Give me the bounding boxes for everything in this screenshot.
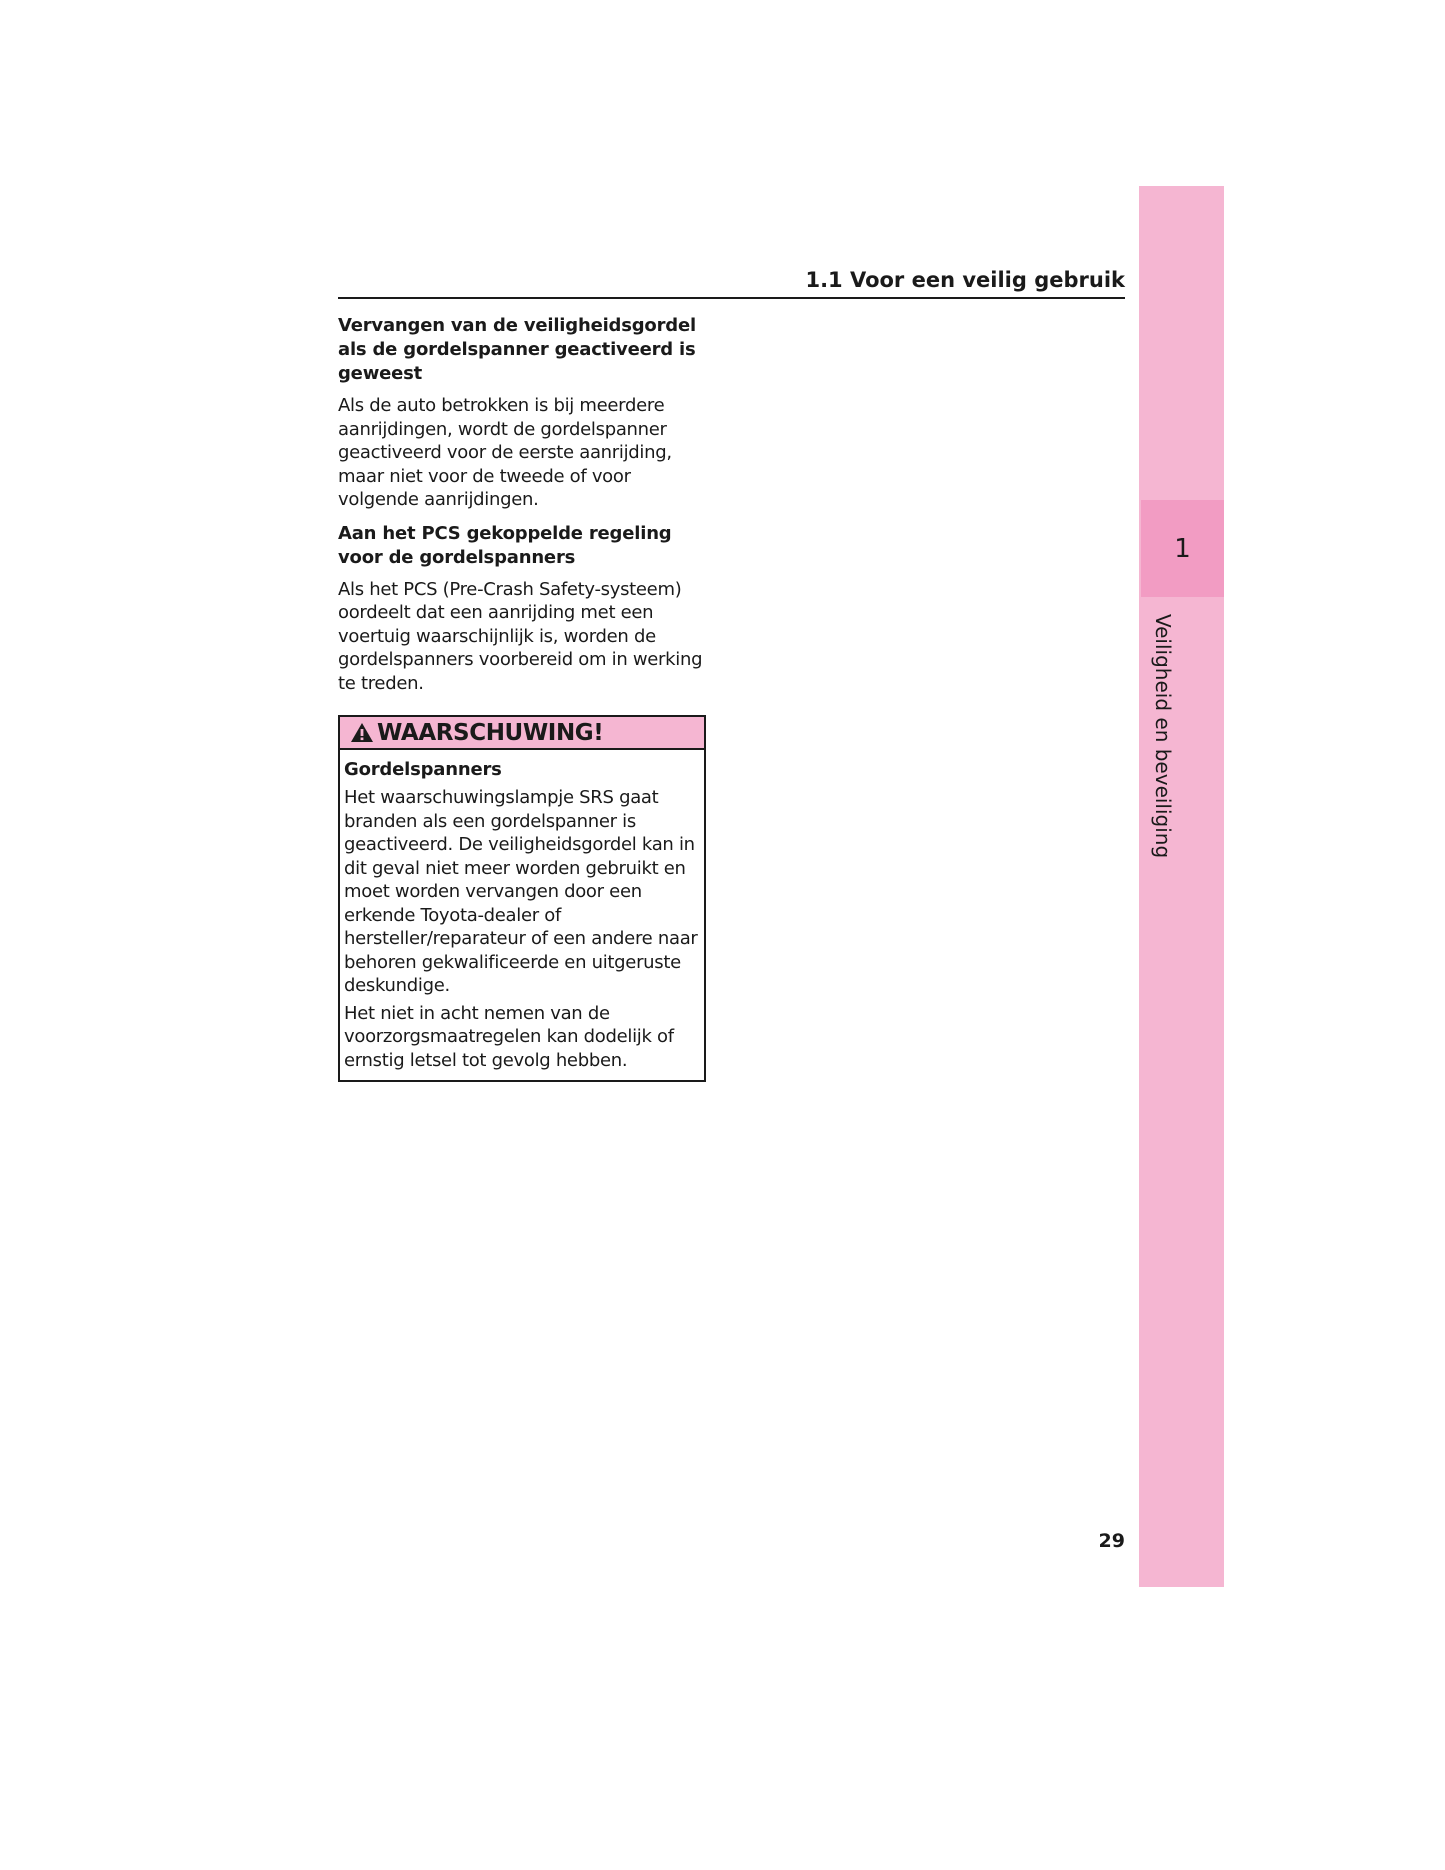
section-header: 1.1 Voor een veilig gebruik [338,268,1125,299]
section2-text: Als het PCS (Pre-Crash Safety-systeem) oordeelt dat een aanrijding met een voertuig waarschijnlijk is, worden de gordelspanners voorbereid om in werking te treden. [338,578,703,694]
section2-heading: Aan het PCS gekoppelde regeling voor de gordelspanners [338,522,672,568]
warning-subtitle: Gordelspanners [344,759,502,780]
content-column [338,314,706,1082]
warning-title: WAARSCHUWING! [377,719,604,746]
warning-box [338,715,706,1082]
section1-text: Als de auto betrokken is bij meerdere aanrijdingen, wordt de gordelspanner geactiveerd voor de eerste aanrijding, maar niet voor de tweede of voor volgende aanrijdingen. [338,395,672,510]
warning-header [340,717,704,750]
warning-triangle-icon [350,722,374,743]
warning-paragraph-1: Het waarschuwingslampje SRS gaat branden als een gordelspanner is geactiveerd. De veiligheidsgordel kan in dit geval niet meer worden gebruikt en moet worden vervangen door een erkende Toyota-dealer of hersteller/reparateur of een andere naar behoren gekwalificeerde en uitgeruste deskundige. [344,787,698,996]
chapter-title: Veiligheid en beveiliging [1151,614,1175,859]
chapter-number: 1 [1141,500,1224,597]
page-number: 29 [1098,1530,1125,1552]
chapter-side-tab [1139,186,1224,1587]
warning-paragraph-2: Het niet in acht nemen van de voorzorgsmaatregelen kan dodelijk of ernstig letsel tot gevolg hebben. [344,1002,674,1071]
warning-body [340,750,704,1080]
section1-heading: Vervangen van de veiligheidsgordel als de gordelspanner geactiveerd is geweest [338,315,696,384]
